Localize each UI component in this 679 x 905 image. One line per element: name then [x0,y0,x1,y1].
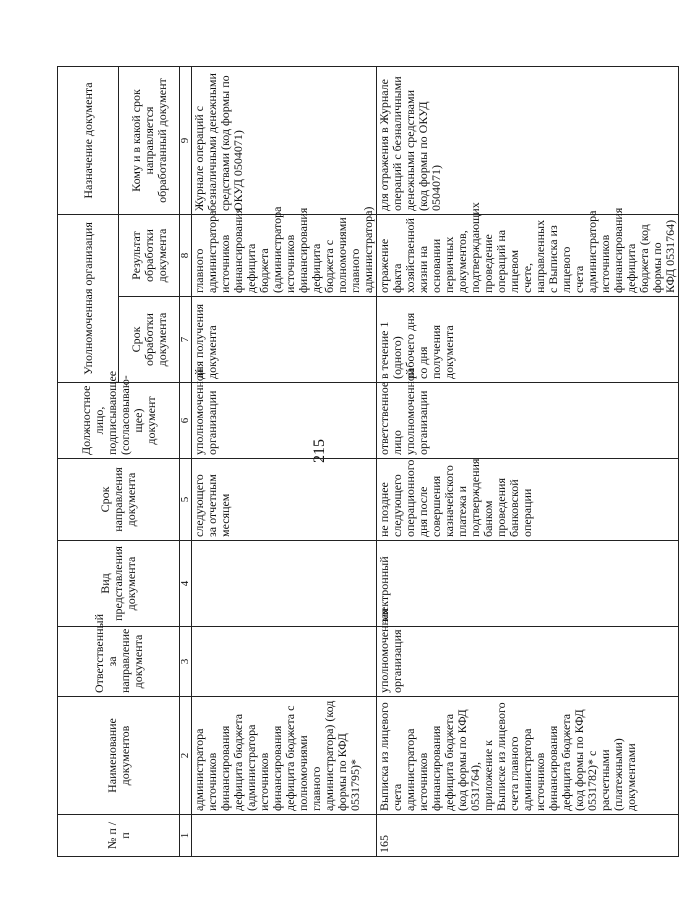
column-number: 2 [180,697,192,815]
row-deadline: следующего за отчетным месяцем [192,459,377,541]
row-view [192,541,377,627]
row-official: ответственное лицо уполномоченной организации [377,383,679,459]
row-name: администратора источников финансирования дефицита бюджета (администратора источников финансирования дефицита бюджета с полномочиями главного администратора) (код формы по КФД 0531795)* [192,697,377,815]
column-number: 9 [180,67,192,215]
table-row [377,67,679,857]
header-assign-whom: Кому и в какой срок направляется обработанный документ [119,67,180,215]
header-deadline: Срок направления документа [58,459,180,541]
row-assign: для отражения в Журнале операций с безналичными денежными средствами (код формы по ОКУД 0504071) [377,67,679,215]
row-result: отражение факта хозяйственной жизни на основании первичных документов, подтверждающих проведение операций на лицевом счете, направленных с Выписка из лицевого счета администратора источников финансирования дефицита бюджета (код формы по КФД 0531764) [377,215,679,297]
table-row [192,67,377,857]
documents-table [57,66,679,857]
row-num: 165 [377,815,679,857]
header-name: Наименование документов [58,697,180,815]
header-org-result: Результат обработки документа [119,215,180,297]
row-name: Выписка из лицевого счета администратора источников финансирования дефицита бюджета (код формы по КФД 0531764), приложение к Выписке из лицевого счета главного администратора источников финансирования дефицита бюджета (код формы по КФД 0531782)* с расчетными (платежными) документами [377,697,679,815]
header-official: Должностное лицо, подписывающее (согласовываю-щее) документ [58,383,180,459]
column-number: 7 [180,297,192,383]
header-org-term: Срок обработки документа [119,297,180,383]
header-num: № п / п [58,815,180,857]
header-view: Вид представления документа [58,541,180,627]
column-number: 5 [180,459,192,541]
column-number-row [180,67,192,857]
rotated-table-wrapper [57,67,677,857]
page-number: 215 [311,439,328,463]
header-row [58,67,119,857]
row-assign: Журнале операций с безналичными денежными средствами (код формы по ОКУД 0504071) [192,67,377,215]
header-responsible: Ответственный за направление документа [58,627,180,697]
row-responsible [192,627,377,697]
column-number: 6 [180,383,192,459]
column-number: 8 [180,215,192,297]
row-term: в течение 1 (одного) рабочего дня со дня получения документа [377,297,679,383]
column-number: 4 [180,541,192,627]
row-deadline: не позднее следующего операционного дня после совершения казначейского платежа и подтверждения банком проведения банковской операции [377,459,679,541]
column-number: 3 [180,627,192,697]
column-number: 1 [180,815,192,857]
header-org: Уполномоченная организация [58,215,119,383]
row-responsible: уполномоченная организация [377,627,679,697]
row-num [192,815,377,857]
row-term: дня получения документа [192,297,377,383]
row-official: уполномоченной организации [192,383,377,459]
row-result: главного администратора источников финансирования дефицита бюджета (администратора источников финансирования дефицита бюджета с полномочиями главного администратора) [192,215,377,297]
row-view: электронный [377,541,679,627]
header-assign: Назначение документа [58,67,119,215]
